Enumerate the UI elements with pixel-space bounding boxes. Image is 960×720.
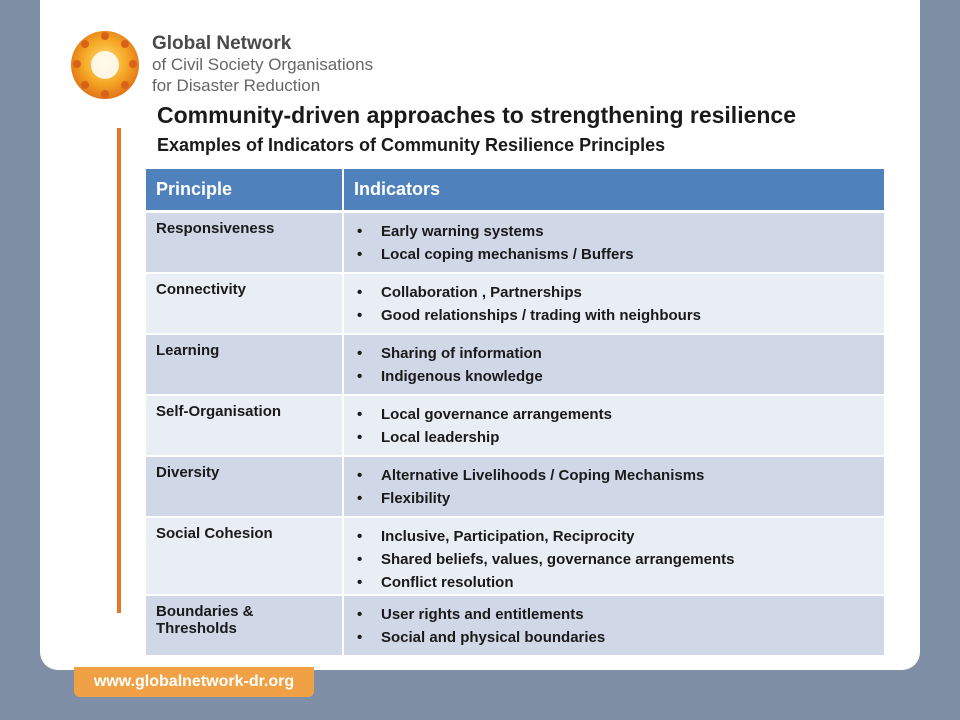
table-row xyxy=(146,334,885,395)
table-row xyxy=(146,395,885,456)
website-url-link[interactable]: www.globalnetwork-dr.org xyxy=(74,667,314,697)
indicator-item: • Sharing of information xyxy=(381,342,874,365)
indicators-cell xyxy=(343,273,885,334)
indicators-cell xyxy=(343,456,885,517)
indicator-item: • Good relationships / trading with neighbours xyxy=(381,304,874,327)
indicator-item: • Alternative Livelihoods / Coping Mechanisms xyxy=(381,464,874,487)
indicator-item: • Social and physical boundaries xyxy=(381,626,874,649)
indicator-item: • Local coping mechanisms / Buffers xyxy=(381,243,874,266)
org-line-1: Global Network xyxy=(152,33,292,54)
slide-title: Community-driven approaches to strengthening resilience xyxy=(157,102,797,128)
indicators-cell xyxy=(343,595,885,656)
indicator-item: • Early warning systems xyxy=(381,220,874,243)
org-line-2: of Civil Society Organisations xyxy=(152,55,374,74)
table-row xyxy=(146,517,885,595)
indicator-item: • Indigenous knowledge xyxy=(381,365,874,388)
table-row xyxy=(146,456,885,517)
indicator-item: • Collaboration , Partnerships xyxy=(381,281,874,304)
indicators-cell xyxy=(343,517,885,595)
principle-cell: Self-Organisation xyxy=(146,395,343,456)
column-header-principle: Principle xyxy=(146,169,343,212)
table-row xyxy=(146,595,885,656)
org-line-3: for Disaster Reduction xyxy=(152,76,321,95)
table-row xyxy=(146,212,885,273)
indicator-item: • Local leadership xyxy=(381,426,874,449)
principle-cell: Social Cohesion xyxy=(146,517,343,595)
indicators-cell xyxy=(343,395,885,456)
principles-table xyxy=(146,169,886,657)
indicator-item: • Conflict resolution xyxy=(381,571,874,594)
principle-cell: Boundaries & Thresholds xyxy=(146,595,343,656)
principle-cell: Diversity xyxy=(146,456,343,517)
indicator-item: • Local governance arrangements xyxy=(381,403,874,426)
indicators-cell xyxy=(343,334,885,395)
principle-cell: Learning xyxy=(146,334,343,395)
table-header-row xyxy=(146,169,885,212)
column-header-indicators: Indicators xyxy=(343,169,885,212)
table-row xyxy=(146,273,885,334)
indicator-item: • User rights and entitlements xyxy=(381,603,874,626)
people-circle-logo-icon xyxy=(70,28,140,102)
indicators-cell xyxy=(343,212,885,273)
slide-subtitle: Examples of Indicators of Community Resilience Principles xyxy=(157,135,666,155)
principle-cell: Responsiveness xyxy=(146,212,343,273)
organization-name xyxy=(152,33,373,96)
indicator-item: • Flexibility xyxy=(381,487,874,510)
indicator-item: • Shared beliefs, values, governance arrangements xyxy=(381,548,874,571)
principle-cell: Connectivity xyxy=(146,273,343,334)
indicator-item: • Inclusive, Participation, Reciprocity xyxy=(381,525,874,548)
accent-bar xyxy=(117,128,121,613)
